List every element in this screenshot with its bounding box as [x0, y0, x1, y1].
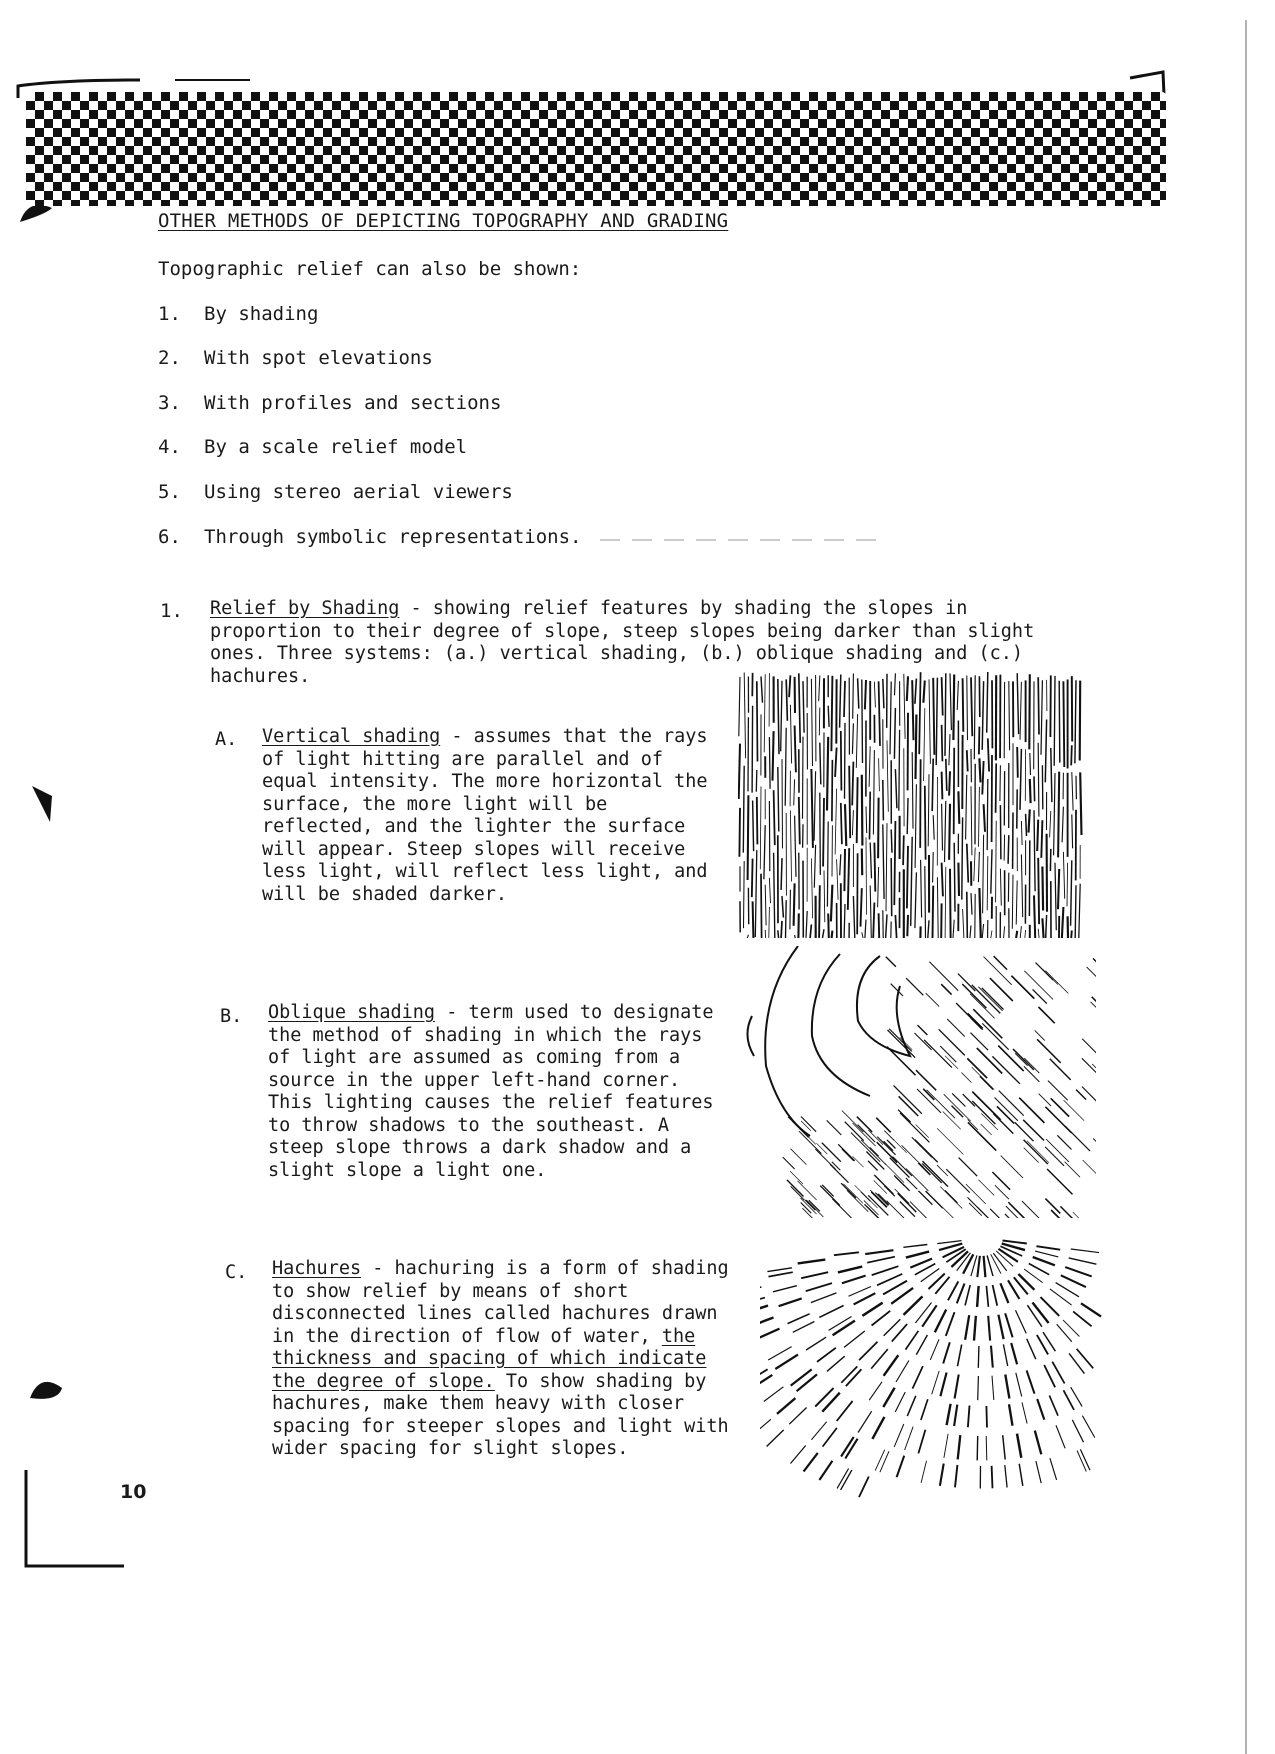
list-item: 2. With spot elevations — [158, 347, 433, 369]
vertical-shading-illustration — [738, 668, 1086, 942]
list-item: 6. Through symbolic representations. — [158, 526, 582, 548]
subsection-vertical-shading: Vertical shading - assumes that the rays of light hitting are parallel and of equal intensity. The more horizontal the surface, the more light will be reflected, and the lighter the surface will appear. Steep slopes will receive less light, will reflect less light, and will be shaded darker. — [262, 726, 708, 905]
hachures-illustration — [760, 1228, 1102, 1500]
section-term: Relief by Shading — [210, 598, 400, 619]
list-item: 5. Using stereo aerial viewers — [158, 481, 513, 503]
list-item: 3. With profiles and sections — [158, 392, 502, 414]
list-item: 4. By a scale relief model — [158, 436, 468, 458]
intro-text: Topographic relief can also be shown: — [158, 258, 582, 280]
list-item: 1. By shading — [158, 303, 319, 325]
page-title: OTHER METHODS OF DEPICTING TOPOGRAPHY AND GRADING — [158, 210, 729, 232]
subsection-oblique-shading: Oblique shading - term used to designate the method of shading in which the rays of light are assumed as coming from a source in the upper left-hand corner. This lighting causes the relief features to throw shadows to the southeast. A steep slope throws a dark shadow and a slight slope a light one. — [268, 1002, 714, 1181]
subsection-hachures: Hachures - hachuring is a form of shading to show relief by means of short disconnected lines called hachures drawn in the direction of flow of water, the thickness and spacing of which indicate the degree of slope. To show shading by hachures, make them heavy with closer spacing for steeper slopes and light with wider spacing for slight slopes. — [272, 1258, 729, 1459]
checkerboard-border — [26, 92, 1166, 206]
section-number: 1. — [160, 600, 183, 622]
page-number: 10 — [120, 1481, 147, 1503]
section-relief-by-shading: Relief by Shading - showing relief features by shading the slopes in proportion to their degree of slope, steep slopes being darker than slight ones. Three systems: (a.) vertical shading, (b.) oblique shading and (c.) hachures. — [210, 598, 1035, 687]
subsection-letter: A. — [215, 729, 238, 750]
oblique-shading-illustration — [740, 946, 1096, 1218]
subsection-letter: B. — [220, 1006, 243, 1027]
subsection-letter: C. — [225, 1262, 248, 1283]
